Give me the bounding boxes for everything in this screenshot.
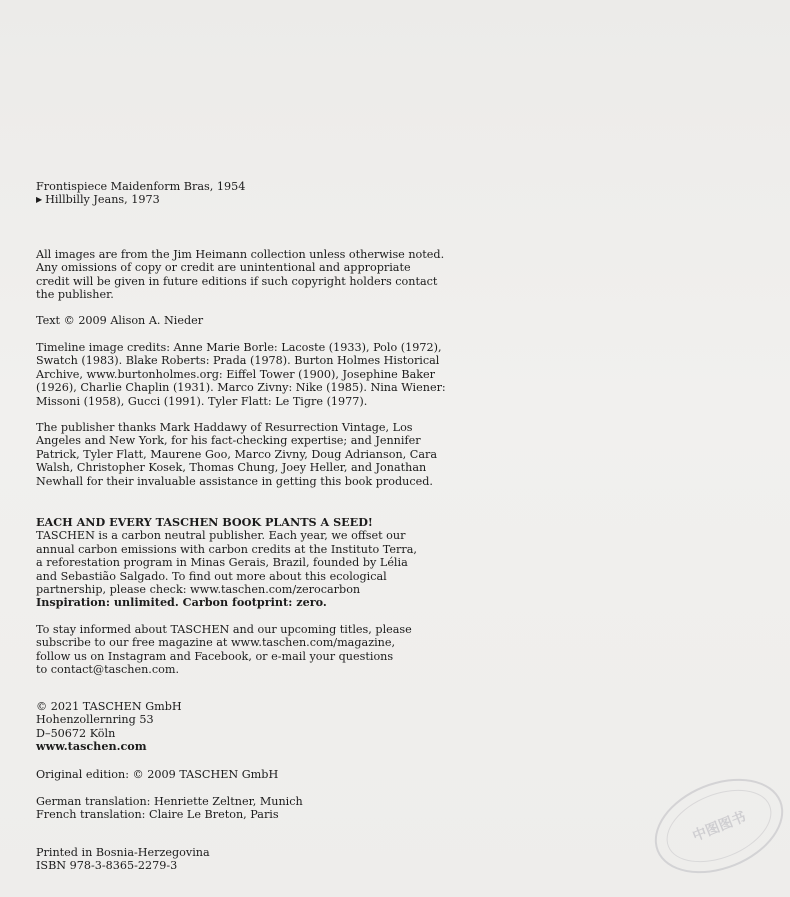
text-credit: Text © 2009 Alison A. Nieder bbox=[36, 314, 204, 327]
thanks-block bbox=[36, 421, 466, 488]
stay-informed-block bbox=[36, 623, 466, 677]
frontispiece-line-text: Hillbilly Jeans, 1973 bbox=[45, 193, 160, 207]
frontispiece-line: Frontispiece Maidenform Bras, 1954 bbox=[36, 180, 246, 193]
text-credit-block bbox=[36, 314, 466, 327]
translations-block bbox=[36, 795, 466, 822]
images-note-block bbox=[36, 248, 466, 302]
text-line: The publisher thanks Mark Haddawy of Resurrection Vintage, Los bbox=[36, 421, 413, 434]
text-line: Angeles and New York, for his fact-checking expertise; and Jennifer bbox=[36, 434, 421, 448]
isbn: ISBN 978-3-8365-2279-3 bbox=[36, 859, 178, 873]
text-line: the publisher. bbox=[36, 288, 114, 302]
text-line: partnership, please check: www.taschen.com/zerocarbon bbox=[36, 583, 361, 597]
text-line: All images are from the Jim Heimann collection unless otherwise noted. bbox=[36, 248, 445, 261]
timeline-credits-block bbox=[36, 341, 466, 408]
text-line: a reforestation program in Minas Gerais, Brazil, founded by Lélia bbox=[36, 556, 408, 570]
watermark-stamp-text: 中图图书 bbox=[656, 776, 782, 877]
arrow-right-icon: ▶ bbox=[36, 195, 43, 205]
seed-heading: EACH AND EVERY TASCHEN BOOK PLANTS A SEED! bbox=[36, 515, 373, 529]
website-link: www.taschen.com bbox=[36, 739, 147, 754]
frontispiece-line bbox=[36, 193, 466, 206]
text-line: to contact@taschen.com. bbox=[36, 663, 180, 677]
text-line: subscribe to our free magazine at www.taschen.com/magazine, bbox=[36, 636, 396, 650]
copyright: © 2021 TASCHEN GmbH bbox=[36, 700, 182, 713]
seed-tagline: Inspiration: unlimited. Carbon footprint: zero. bbox=[36, 595, 327, 610]
translation-line: French translation: Claire Le Breton, Paris bbox=[36, 808, 279, 822]
text-line: Swatch (1983). Blake Roberts: Prada (1978). Burton Holmes Historical bbox=[36, 354, 440, 368]
text-line: Archive, www.burtonholmes.org: Eiffel Tower (1900), Josephine Baker bbox=[36, 367, 435, 381]
text-line: TASCHEN is a carbon neutral publisher. Each year, we offset our bbox=[36, 529, 406, 543]
printing-block bbox=[36, 846, 466, 873]
original-edition: Original edition: © 2009 TASCHEN GmbH bbox=[36, 768, 279, 781]
text-line: Walsh, Christopher Kosek, Thomas Chung, Joey Heller, and Jonathan bbox=[36, 461, 427, 475]
address-block bbox=[36, 700, 466, 754]
text-line: Newhall for their invaluable assistance in getting this book produced. bbox=[36, 474, 433, 488]
text-line: Missoni (1958), Gucci (1991). Tyler Flatt: Le Tigre (1977). bbox=[36, 394, 368, 408]
text-line: annual carbon emissions with carbon credits at the Instituto Terra, bbox=[36, 542, 417, 556]
text-line: and Sebastião Salgado. To find out more about this ecological bbox=[36, 569, 387, 583]
text-line: Patrick, Tyler Flatt, Maurene Goo, Marco Zivny, Doug Adrianson, Cara bbox=[36, 447, 438, 461]
city: D–50672 Köln bbox=[36, 726, 116, 740]
text-line: (1926), Charlie Chaplin (1931). Marco Zivny: Nike (1985). Nina Wiener: bbox=[36, 381, 446, 395]
frontispiece-block bbox=[36, 180, 466, 207]
printed-in: Printed in Bosnia-Herzegovina bbox=[36, 846, 210, 859]
text-line: Any omissions of copy or credit are unintentional and appropriate bbox=[36, 261, 411, 275]
text-line: follow us on Instagram and Facebook, or e-mail your questions bbox=[36, 649, 394, 663]
translation-line: German translation: Henriette Zeltner, Munich bbox=[36, 795, 303, 808]
text-line: To stay informed about TASCHEN and our upcoming titles, please bbox=[36, 623, 412, 636]
text-line: Timeline image credits: Anne Marie Borle: Lacoste (1933), Polo (1972), bbox=[36, 341, 442, 354]
original-edition-block bbox=[36, 768, 466, 781]
text-line: credit will be given in future editions if such copyright holders contact bbox=[36, 274, 438, 288]
street: Hohenzollernring 53 bbox=[36, 713, 154, 727]
seed-block bbox=[36, 516, 466, 610]
watermark-stamp bbox=[641, 761, 790, 891]
